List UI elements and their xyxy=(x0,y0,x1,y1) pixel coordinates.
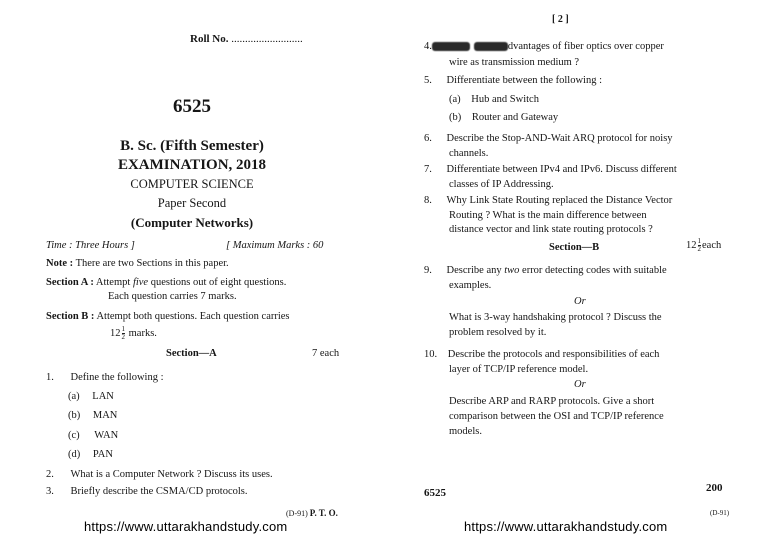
list-item xyxy=(68,410,117,421)
question-3 xyxy=(46,486,248,497)
item-label: (b) xyxy=(449,112,462,123)
section-b-marks-each xyxy=(686,238,721,253)
section-a-text-start: Attempt xyxy=(95,277,131,288)
question-number: 8. xyxy=(424,195,432,206)
item-text: LAN xyxy=(92,391,114,402)
item-label: (b) xyxy=(68,410,81,421)
list-item xyxy=(449,94,539,105)
page-number: [ 2 ] xyxy=(552,14,569,25)
question-text: Differentiate between the following : xyxy=(446,75,603,86)
question-number: 3. xyxy=(46,486,54,497)
question-number: 5. xyxy=(424,75,432,86)
footer-code: (D-91) xyxy=(286,509,308,518)
item-label: (d) xyxy=(68,449,81,460)
question-number: 4. xyxy=(424,41,432,52)
question-1 xyxy=(46,372,164,383)
list-item xyxy=(449,112,558,123)
item-text: WAN xyxy=(94,430,119,441)
question-text-start: Describe any xyxy=(446,265,502,276)
item-label: (c) xyxy=(68,430,80,441)
list-item xyxy=(68,391,114,402)
question-text: dvantages of fiber optics over copper xyxy=(507,41,664,52)
question-number: 9. xyxy=(424,265,432,276)
question-number: 6. xyxy=(424,133,432,144)
ink-smudge xyxy=(432,42,470,51)
question-10-line2: layer of TCP/IP reference model. xyxy=(449,364,589,375)
note-text: There are two Sections in this paper. xyxy=(75,258,229,269)
question-9-alternative: What is 3-way handshaking protocol ? Discuss the xyxy=(449,312,662,323)
question-text-italic: two xyxy=(504,265,520,276)
section-b-heading: Section B : xyxy=(46,311,95,322)
subject-title: COMPUTER SCIENCE xyxy=(130,177,254,191)
question-7-line2: classes of IP Addressing. xyxy=(449,179,554,190)
question-10-alternative-line3: models. xyxy=(449,426,482,437)
section-a-instruction xyxy=(46,277,286,288)
note-line xyxy=(46,258,229,269)
section-a-instruction-line2: Each question carries 7 marks. xyxy=(108,291,237,302)
list-item xyxy=(68,449,113,460)
item-label: (a) xyxy=(449,94,461,105)
time-label: Time : Three Hours ] xyxy=(46,240,135,251)
website-url[interactable]: https://www.uttarakhandstudy.com xyxy=(464,519,668,534)
roll-number-line xyxy=(190,33,303,45)
question-5 xyxy=(424,75,602,86)
roll-number-label: Roll No. xyxy=(190,33,229,45)
question-text: Why Link State Routing replaced the Distance Vector xyxy=(446,195,673,206)
question-text: Describe the protocols and responsibilities of each xyxy=(447,349,660,360)
paper-title: (Computer Networks) xyxy=(130,215,254,230)
or-separator: Or xyxy=(574,379,586,390)
half-fraction xyxy=(698,238,702,253)
question-9-alternative-line2: problem resolved by it. xyxy=(449,327,547,338)
section-a-heading: Section A : xyxy=(46,277,94,288)
section-a-title: Section—A xyxy=(166,348,217,359)
question-number: 1. xyxy=(46,372,54,383)
question-6-line2: channels. xyxy=(449,148,489,159)
section-b-instruction xyxy=(46,311,290,322)
question-10 xyxy=(424,349,659,360)
question-number: 7. xyxy=(424,164,432,175)
section-a-text-end: questions out of eight questions. xyxy=(150,277,287,288)
section-b-marks-unit: marks. xyxy=(128,327,157,339)
question-6 xyxy=(424,133,673,144)
question-8 xyxy=(424,195,672,206)
half-fraction xyxy=(122,326,126,341)
question-number: 10. xyxy=(424,349,438,360)
fraction-numerator: 1 xyxy=(121,325,125,333)
question-text: Briefly describe the CSMA/CD protocols. xyxy=(70,486,248,497)
section-a-marks-each: 7 each xyxy=(312,348,340,359)
question-10-alternative-line2: comparison between the OSI and TCP/IP reference xyxy=(449,411,664,422)
website-url[interactable]: https://www.uttarakhandstudy.com xyxy=(84,519,288,534)
question-text: Differentiate between IPv4 and IPv6. Discuss different xyxy=(446,164,677,175)
question-4 xyxy=(424,41,664,52)
item-text: Router and Gateway xyxy=(471,112,559,123)
question-text: What is a Computer Network ? Discuss its uses. xyxy=(70,469,273,480)
question-7 xyxy=(424,164,677,175)
fraction-denominator: 2 xyxy=(121,333,125,341)
section-a-text-italic: five xyxy=(132,277,149,288)
list-item xyxy=(68,430,118,441)
question-text-end: error detecting codes with suitable xyxy=(522,265,667,276)
item-text: PAN xyxy=(92,449,113,460)
paper-code: 6525 xyxy=(173,96,211,117)
exam-page-back xyxy=(384,0,768,543)
question-4-line2: wire as transmission medium ? xyxy=(449,57,580,68)
pto-label: P. T. O. xyxy=(309,508,338,518)
exam-title: EXAMINATION, 2018 xyxy=(117,157,267,173)
question-9 xyxy=(424,265,667,276)
footer-copy-count: 200 xyxy=(706,482,723,494)
marks-whole: 12 xyxy=(686,239,697,251)
footer-small-code: (D-91) xyxy=(710,509,730,517)
question-text: Define the following : xyxy=(70,372,164,383)
item-text: MAN xyxy=(92,410,118,421)
footer-paper-code: 6525 xyxy=(424,487,446,499)
question-2 xyxy=(46,469,273,480)
fraction-denominator: 2 xyxy=(697,245,701,253)
item-label: (a) xyxy=(68,391,80,402)
question-text: Describe the Stop-AND-Wait ARQ protocol for noisy xyxy=(446,133,673,144)
or-separator: Or xyxy=(574,296,586,307)
section-b-marks xyxy=(110,326,157,341)
question-8-line2: Routing ? What is the main difference between xyxy=(449,210,647,221)
section-b-marks-whole: 12 xyxy=(110,327,121,339)
item-text: Hub and Switch xyxy=(471,94,539,105)
section-b-title: Section—B xyxy=(549,242,600,253)
question-number: 2. xyxy=(46,469,54,480)
question-10-alternative: Describe ARP and RARP protocols. Give a short xyxy=(449,396,655,407)
question-8-line3: distance vector and link state routing protocols ? xyxy=(449,224,653,235)
fraction-numerator: 1 xyxy=(697,237,701,245)
question-9-line2: examples. xyxy=(449,280,492,291)
max-marks-label: [ Maximum Marks : 60 xyxy=(226,240,324,251)
marks-each-label: each xyxy=(702,239,722,251)
section-b-text: Attempt both questions. Each question carries xyxy=(96,311,290,322)
roll-number-dots: .......................... xyxy=(231,33,303,45)
paper-number: Paper Second xyxy=(157,196,227,210)
ink-smudge xyxy=(474,42,508,51)
degree-title: B. Sc. (Fifth Semester) xyxy=(120,138,264,154)
footer-left xyxy=(286,508,338,518)
note-heading: Note : xyxy=(46,258,74,269)
